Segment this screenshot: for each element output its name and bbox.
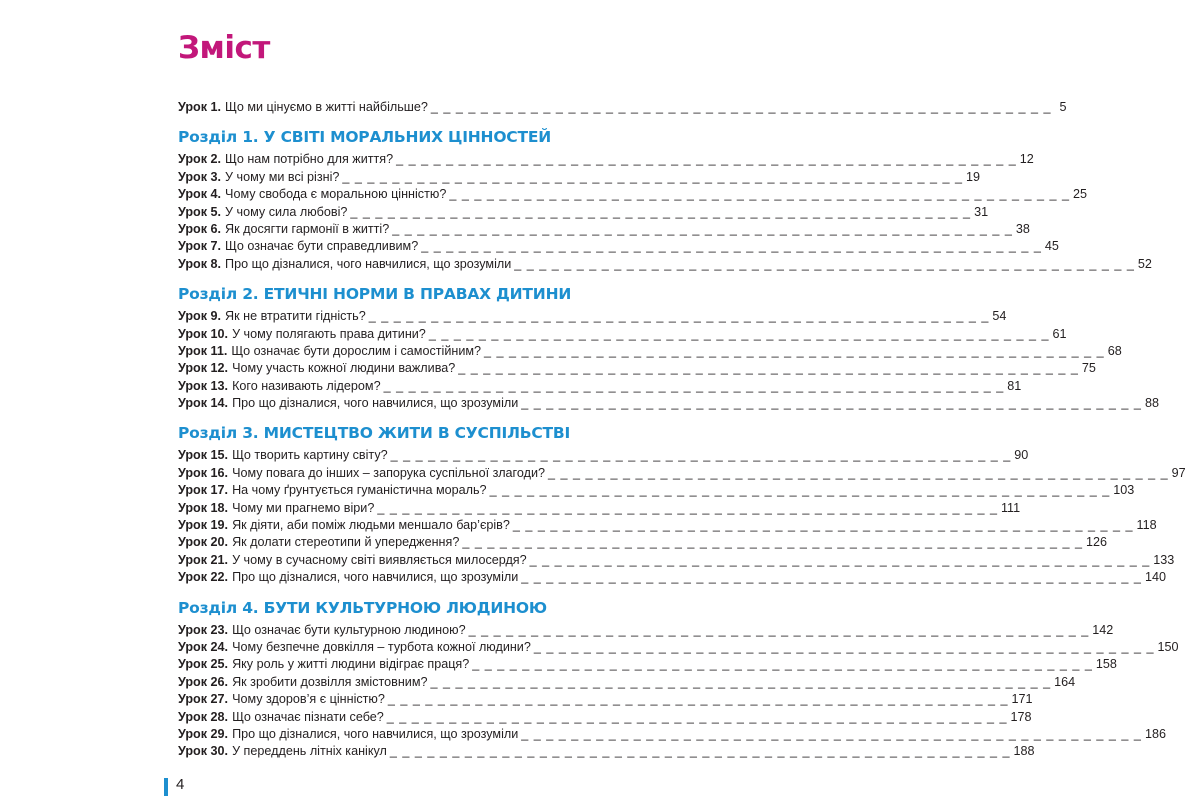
dot-leader: _ _ _ _ _ _ _ _ _ _ _ _ _ _ _ _ _ _ _ _ _ _ _ _ _ _ _ _ _ _ _ _ _ _ _ _ _ _ _ _ _ _ _ _ _ _ _ _ _ _	[430, 674, 1052, 689]
page-number: 4	[176, 776, 185, 793]
lesson-title: Що творить картину світу?	[232, 448, 388, 463]
lesson-number: Урок 18.	[178, 500, 229, 515]
toc-entry[interactable]	[178, 622, 1114, 639]
page-ref: 5	[1059, 100, 1067, 114]
page-ref: 19	[966, 169, 981, 184]
lesson-number: Урок 8.	[178, 256, 222, 271]
page-ref: 90	[1014, 448, 1029, 463]
lesson-title: У чому ми всі різні?	[225, 169, 340, 184]
page-ref: 88	[1144, 396, 1159, 411]
page-ref: 75	[1081, 361, 1096, 376]
lesson-title: Як зробити дозвілля змістовним?	[232, 674, 428, 689]
toc-entry[interactable]	[178, 378, 1022, 395]
dot-leader: _ _ _ _ _ _ _ _ _ _ _ _ _ _ _ _ _ _ _ _ _ _ _ _ _ _ _ _ _ _ _ _ _ _ _ _ _ _ _ _ _ _ _ _ _ _ _ _ _ _	[396, 152, 1017, 167]
page-ref: 126	[1086, 535, 1108, 550]
lesson-number: Урок 15.	[178, 448, 229, 463]
lesson-number: Урок 19.	[178, 518, 229, 533]
toc-entry[interactable]	[178, 447, 1029, 464]
dot-leader: _ _ _ _ _ _ _ _ _ _ _ _ _ _ _ _ _ _ _ _ _ _ _ _ _ _ _ _ _ _ _ _ _ _ _ _ _ _ _ _ _ _ _ _ _ _ _ _ _ _	[512, 518, 1134, 533]
dot-leader: _ _ _ _ _ _ _ _ _ _ _ _ _ _ _ _ _ _ _ _ _ _ _ _ _ _ _ _ _ _ _ _ _ _ _ _ _ _ _ _ _ _ _ _ _ _ _ _ _ _	[383, 378, 1005, 393]
lesson-title: Чому участь кожної людини важлива?	[232, 361, 456, 376]
page-ref: 68	[1107, 343, 1122, 358]
lesson-number: Урок 14.	[178, 396, 229, 411]
lesson-title: Чому повага до інших – запорука суспільної злагоди?	[232, 465, 545, 480]
toc-entry[interactable]	[178, 500, 1021, 517]
lesson-title: Що ми цінуємо в житті найбільше?	[225, 100, 428, 114]
page-ref: 25	[1072, 187, 1087, 202]
lesson-number: Урок 23.	[178, 622, 229, 637]
lesson-number: Урок 22.	[178, 570, 229, 585]
toc-entry[interactable]	[178, 238, 1059, 255]
page-ref: 178	[1010, 709, 1032, 724]
page-ref: 52	[1137, 256, 1152, 271]
lesson-number: Урок 27.	[178, 692, 229, 707]
lesson-title: Що означає бути дорослим і самостійним?	[231, 343, 482, 358]
section-heading: Розділ 1. У СВІТІ МОРАЛЬНИХ ЦІННОСТЕЙ	[178, 128, 552, 147]
toc-entry[interactable]	[178, 517, 1157, 534]
page-ref: 140	[1144, 570, 1166, 585]
lesson-number: Урок 6.	[178, 221, 222, 236]
page-ref: 103	[1113, 483, 1135, 498]
lesson-number: Урок 11.	[178, 343, 228, 358]
dot-leader: _ _ _ _ _ _ _ _ _ _ _ _ _ _ _ _ _ _ _ _ _ _ _ _ _ _ _ _ _ _ _ _ _ _ _ _ _ _ _ _ _ _ _ _ _ _ _ _ _ _	[368, 309, 990, 324]
page-ref: 118	[1136, 518, 1157, 533]
dot-leader: _ _ _ _ _ _ _ _ _ _ _ _ _ _ _ _ _ _ _ _ _ _ _ _ _ _ _ _ _ _ _ _ _ _ _ _ _ _ _ _ _ _ _ _ _ _ _ _ _ _	[386, 709, 1008, 724]
table-of-contents	[178, 99, 1186, 761]
toc-entry[interactable]	[178, 221, 1030, 238]
lesson-title: Що нам потрібно для життя?	[225, 152, 394, 167]
toc-entry[interactable]	[178, 482, 1135, 499]
toc-entry[interactable]	[178, 639, 1179, 656]
toc-entry[interactable]	[178, 99, 1067, 116]
toc-entry[interactable]	[178, 343, 1122, 360]
dot-leader: _ _ _ _ _ _ _ _ _ _ _ _ _ _ _ _ _ _ _ _ _ _ _ _ _ _ _ _ _ _ _ _ _ _ _ _ _ _ _ _ _ _ _ _ _ _ _ _ _ _	[392, 221, 1013, 236]
dot-leader: _ _ _ _ _ _ _ _ _ _ _ _ _ _ _ _ _ _ _ _ _ _ _ _ _ _ _ _ _ _ _ _ _ _ _ _ _ _ _ _ _ _ _ _ _ _ _ _ _ _	[421, 239, 1042, 254]
lesson-title: Чому здоров’я є цінністю?	[232, 692, 385, 707]
lesson-title: У чому сила любові?	[225, 204, 348, 219]
page-ref: 186	[1144, 726, 1166, 741]
lesson-number: Урок 12.	[178, 361, 229, 376]
lesson-number: Урок 1.	[178, 100, 222, 114]
toc-entry[interactable]	[178, 691, 1033, 708]
dot-leader: _ _ _ _ _ _ _ _ _ _ _ _ _ _ _ _ _ _ _ _ _ _ _ _ _ _ _ _ _ _ _ _ _ _ _ _ _ _ _ _ _ _ _ _ _ _ _ _ _ _	[521, 726, 1142, 741]
lesson-number: Урок 29.	[178, 726, 229, 741]
lesson-title: У чому в сучасному світі виявляється милосердя?	[232, 552, 527, 567]
toc-entry[interactable]	[178, 552, 1175, 569]
page-ref: 142	[1092, 622, 1114, 637]
dot-leader: _ _ _ _ _ _ _ _ _ _ _ _ _ _ _ _ _ _ _ _ _ _ _ _ _ _ _ _ _ _ _ _ _ _ _ _ _ _ _ _ _ _ _ _ _ _ _ _ _ _	[430, 100, 1052, 114]
lesson-number: Урок 17.	[178, 483, 229, 498]
lesson-title: У чому полягають права дитини?	[232, 326, 426, 341]
page-ref: 31	[974, 204, 989, 219]
lesson-number: Урок 7.	[178, 239, 222, 254]
dot-leader: _ _ _ _ _ _ _ _ _ _ _ _ _ _ _ _ _ _ _ _ _ _ _ _ _ _ _ _ _ _ _ _ _ _ _ _ _ _ _ _ _ _ _ _ _ _ _ _ _ _	[462, 535, 1083, 550]
page-ref: 133	[1153, 552, 1175, 567]
page-ref: 45	[1044, 239, 1059, 254]
footer-accent-bar	[164, 778, 168, 796]
dot-leader: _ _ _ _ _ _ _ _ _ _ _ _ _ _ _ _ _ _ _ _ _ _ _ _ _ _ _ _ _ _ _ _ _ _ _ _ _ _ _ _ _ _ _ _ _ _ _ _ _ _	[514, 256, 1135, 271]
page-ref: 158	[1095, 657, 1117, 672]
toc-entry[interactable]	[178, 395, 1159, 412]
page-ref: 97	[1171, 465, 1186, 480]
dot-leader: _ _ _ _ _ _ _ _ _ _ _ _ _ _ _ _ _ _ _ _ _ _ _ _ _ _ _ _ _ _ _ _ _ _ _ _ _ _ _ _ _ _ _ _ _ _ _ _ _ _	[389, 744, 1011, 759]
toc-entry[interactable]	[178, 256, 1152, 273]
toc-entry[interactable]	[178, 308, 1007, 325]
dot-leader: _ _ _ _ _ _ _ _ _ _ _ _ _ _ _ _ _ _ _ _ _ _ _ _ _ _ _ _ _ _ _ _ _ _ _ _ _ _ _ _ _ _ _ _ _ _ _ _ _ _	[468, 622, 1090, 637]
lesson-number: Урок 24.	[178, 639, 229, 654]
lesson-title: Як не втратити гідність?	[225, 309, 366, 324]
dot-leader: _ _ _ _ _ _ _ _ _ _ _ _ _ _ _ _ _ _ _ _ _ _ _ _ _ _ _ _ _ _ _ _ _ _ _ _ _ _ _ _ _ _ _ _ _ _ _ _ _ _	[521, 570, 1142, 585]
toc-entry[interactable]	[178, 326, 1067, 343]
dot-leader: _ _ _ _ _ _ _ _ _ _ _ _ _ _ _ _ _ _ _ _ _ _ _ _ _ _ _ _ _ _ _ _ _ _ _ _ _ _ _ _ _ _ _ _ _ _ _ _ _ _	[533, 639, 1155, 654]
lesson-title: Яку роль у житті людини відіграє праця?	[232, 657, 470, 672]
dot-leader: _ _ _ _ _ _ _ _ _ _ _ _ _ _ _ _ _ _ _ _ _ _ _ _ _ _ _ _ _ _ _ _ _ _ _ _ _ _ _ _ _ _ _ _ _ _ _ _ _ _	[428, 326, 1050, 341]
dot-leader: _ _ _ _ _ _ _ _ _ _ _ _ _ _ _ _ _ _ _ _ _ _ _ _ _ _ _ _ _ _ _ _ _ _ _ _ _ _ _ _ _ _ _ _ _ _ _ _ _ _	[489, 483, 1111, 498]
toc-entry[interactable]	[178, 186, 1087, 203]
lesson-title: Що означає бути справедливим?	[225, 239, 419, 254]
toc-entry[interactable]	[178, 674, 1076, 691]
dot-leader: _ _ _ _ _ _ _ _ _ _ _ _ _ _ _ _ _ _ _ _ _ _ _ _ _ _ _ _ _ _ _ _ _ _ _ _ _ _ _ _ _ _ _ _ _ _ _ _ _ _	[342, 169, 964, 184]
lesson-title: Як долати стереотипи й упередження?	[232, 535, 460, 550]
lesson-number: Урок 3.	[178, 169, 222, 184]
dot-leader: _ _ _ _ _ _ _ _ _ _ _ _ _ _ _ _ _ _ _ _ _ _ _ _ _ _ _ _ _ _ _ _ _ _ _ _ _ _ _ _ _ _ _ _ _ _ _ _ _ _	[390, 448, 1012, 463]
lesson-number: Урок 28.	[178, 709, 229, 724]
toc-entry[interactable]	[178, 151, 1034, 168]
dot-leader: _ _ _ _ _ _ _ _ _ _ _ _ _ _ _ _ _ _ _ _ _ _ _ _ _ _ _ _ _ _ _ _ _ _ _ _ _ _ _ _ _ _ _ _ _ _ _ _ _ _	[350, 204, 972, 219]
dot-leader: _ _ _ _ _ _ _ _ _ _ _ _ _ _ _ _ _ _ _ _ _ _ _ _ _ _ _ _ _ _ _ _ _ _ _ _ _ _ _ _ _ _ _ _ _ _ _ _ _ _	[387, 692, 1009, 707]
dot-leader: _ _ _ _ _ _ _ _ _ _ _ _ _ _ _ _ _ _ _ _ _ _ _ _ _ _ _ _ _ _ _ _ _ _ _ _ _ _ _ _ _ _ _ _ _ _ _ _ _ _	[449, 187, 1070, 202]
page-ref: 61	[1052, 326, 1067, 341]
lesson-title: Про що дізналися, чого навчилися, що зрозуміли	[232, 396, 519, 411]
dot-leader: _ _ _ _ _ _ _ _ _ _ _ _ _ _ _ _ _ _ _ _ _ _ _ _ _ _ _ _ _ _ _ _ _ _ _ _ _ _ _ _ _ _ _ _ _ _ _ _ _ _	[472, 657, 1093, 672]
page-ref: 54	[992, 309, 1007, 324]
page-ref: 150	[1157, 639, 1179, 654]
toc-entry[interactable]	[178, 726, 1166, 743]
lesson-number: Урок 13.	[178, 378, 229, 393]
dot-leader: _ _ _ _ _ _ _ _ _ _ _ _ _ _ _ _ _ _ _ _ _ _ _ _ _ _ _ _ _ _ _ _ _ _ _ _ _ _ _ _ _ _ _ _ _ _ _ _ _ _	[521, 396, 1142, 411]
lesson-title: Як діяти, аби поміж людьми меншало бар’єрів?	[232, 518, 510, 533]
page-ref: 12	[1019, 152, 1034, 167]
lesson-title: Про що дізналися, чого навчилися, що зрозуміли	[232, 726, 519, 741]
lesson-number: Урок 20.	[178, 535, 229, 550]
toc-entry[interactable]	[178, 656, 1117, 673]
lesson-title: Чому безпечне довкілля – турбота кожної людини?	[232, 639, 531, 654]
toc-entry[interactable]	[178, 569, 1166, 586]
lesson-title: Про що дізналися, чого навчилися, що зрозуміли	[225, 256, 512, 271]
section-heading: Розділ 2. ЕТИЧНІ НОРМИ В ПРАВАХ ДИТИНИ	[178, 285, 572, 304]
page-ref: 164	[1054, 674, 1076, 689]
dot-leader: _ _ _ _ _ _ _ _ _ _ _ _ _ _ _ _ _ _ _ _ _ _ _ _ _ _ _ _ _ _ _ _ _ _ _ _ _ _ _ _ _ _ _ _ _ _ _ _ _ _	[377, 500, 998, 515]
lesson-title: Про що дізналися, чого навчилися, що зрозуміли	[232, 570, 519, 585]
toc-entry[interactable]	[178, 169, 981, 186]
lesson-number: Урок 25.	[178, 657, 229, 672]
dot-leader: _ _ _ _ _ _ _ _ _ _ _ _ _ _ _ _ _ _ _ _ _ _ _ _ _ _ _ _ _ _ _ _ _ _ _ _ _ _ _ _ _ _ _ _ _ _ _ _ _ _	[458, 361, 1079, 376]
page-ref: 111	[1000, 500, 1021, 515]
section-heading: Розділ 3. МИСТЕЦТВО ЖИТИ В СУСПІЛЬСТВІ	[178, 424, 571, 443]
page-ref: 171	[1011, 692, 1033, 707]
toc-entry[interactable]	[178, 709, 1032, 726]
lesson-number: Урок 30.	[178, 744, 229, 759]
dot-leader: _ _ _ _ _ _ _ _ _ _ _ _ _ _ _ _ _ _ _ _ _ _ _ _ _ _ _ _ _ _ _ _ _ _ _ _ _ _ _ _ _ _ _ _ _ _ _ _ _ _	[548, 465, 1169, 480]
section-heading: Розділ 4. БУТИ КУЛЬТУРНОЮ ЛЮДИНОЮ	[178, 598, 547, 617]
lesson-number: Урок 2.	[178, 152, 222, 167]
dot-leader: _ _ _ _ _ _ _ _ _ _ _ _ _ _ _ _ _ _ _ _ _ _ _ _ _ _ _ _ _ _ _ _ _ _ _ _ _ _ _ _ _ _ _ _ _ _ _ _ _ _	[484, 343, 1105, 358]
lesson-number: Урок 26.	[178, 674, 229, 689]
lesson-number: Урок 4.	[178, 187, 222, 202]
lesson-title: Чому свобода є моральною цінністю?	[225, 187, 447, 202]
lesson-title: Кого називають лідером?	[232, 378, 381, 393]
toc-entry[interactable]	[178, 743, 1035, 760]
toc-entry[interactable]	[178, 360, 1096, 377]
lesson-number: Урок 21.	[178, 552, 229, 567]
lesson-number: Урок 5.	[178, 204, 222, 219]
lesson-title: У переддень літніх канікул	[232, 744, 387, 759]
lesson-title: Чому ми прагнемо віри?	[232, 500, 375, 515]
lesson-title: Що означає пізнати себе?	[232, 709, 384, 724]
lesson-number: Урок 16.	[178, 465, 229, 480]
page-ref: 81	[1007, 378, 1022, 393]
page-ref: 38	[1015, 221, 1030, 236]
lesson-number: Урок 10.	[178, 326, 229, 341]
toc-entry[interactable]	[178, 204, 989, 221]
lesson-title: На чому ґрунтується гуманістична мораль?	[232, 483, 487, 498]
dot-leader: _ _ _ _ _ _ _ _ _ _ _ _ _ _ _ _ _ _ _ _ _ _ _ _ _ _ _ _ _ _ _ _ _ _ _ _ _ _ _ _ _ _ _ _ _ _ _ _ _ _	[529, 552, 1151, 567]
lesson-number: Урок 9.	[178, 309, 222, 324]
lesson-title: Що означає бути культурною людиною?	[232, 622, 466, 637]
toc-entry[interactable]	[178, 534, 1108, 551]
toc-entry[interactable]	[178, 465, 1186, 482]
page-ref: 188	[1013, 744, 1035, 759]
lesson-title: Як досягти гармонії в житті?	[225, 221, 390, 236]
page-title: Зміст	[178, 30, 270, 66]
